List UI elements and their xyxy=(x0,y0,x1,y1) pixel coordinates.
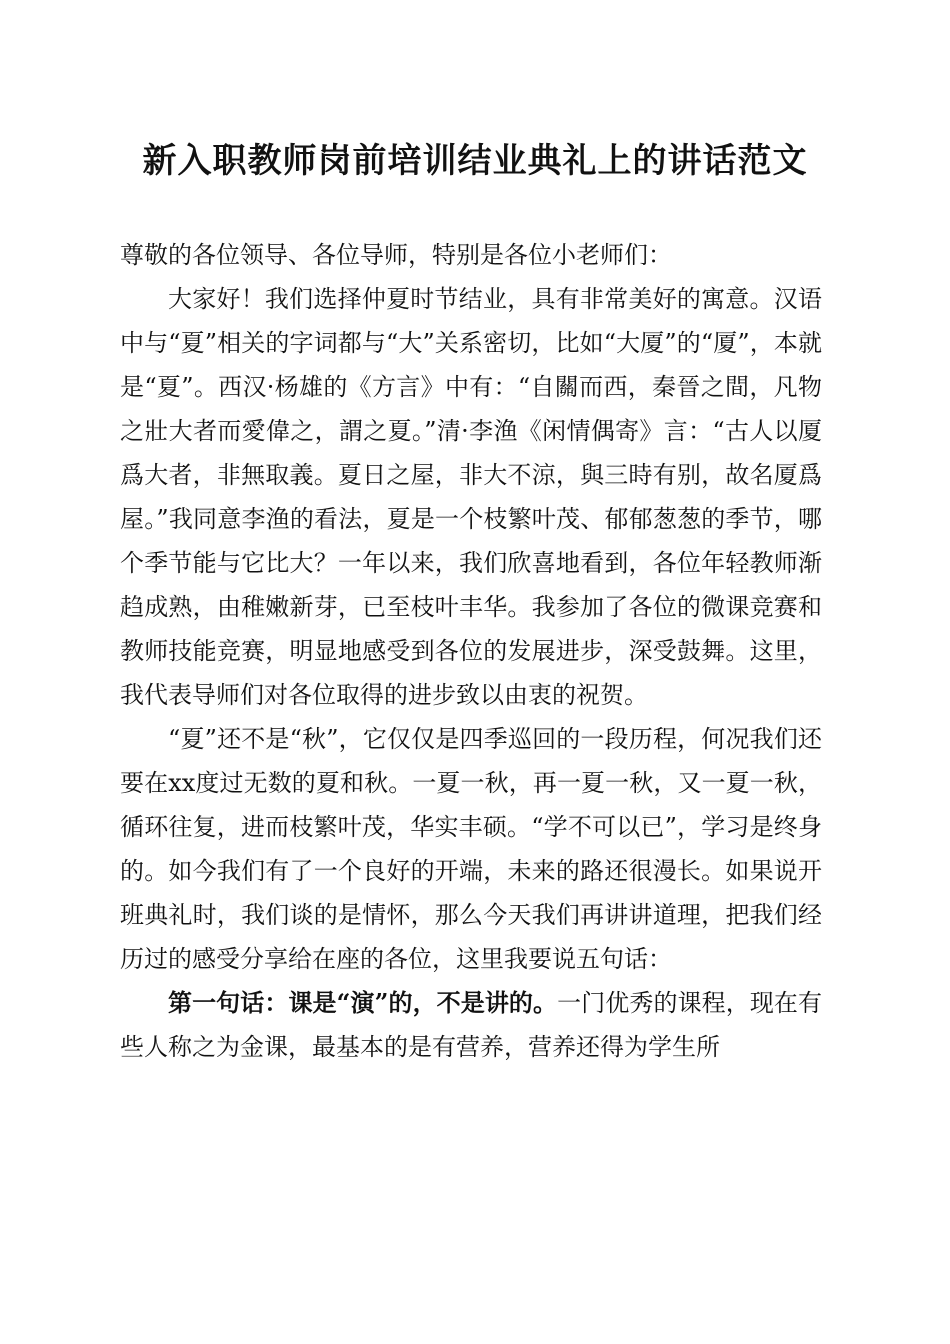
paragraph-1: 大家好！我们选择仲夏时节结业，具有非常美好的寓意。汉语中与“夏”相关的字词都与“大”关系密切，比如“大厦”的“厦”，本就是“夏”。西汉·杨雄的《方言》中有：“自關而西，秦晉之間，凡物之壯大者而愛偉之，謂之夏。”清·李渔《闲情偶寄》言：“古人以厦爲大者，非無取義。夏日之屋，非大不涼，與三時有别，故名厦爲屋。”我同意李渔的看法，夏是一个枝繁叶茂、郁郁葱葱的季节，哪个季节能与它比大？一年以来，我们欣喜地看到，各位年轻教师渐趋成熟，由稚嫩新芽，已至枝叶丰华。我参加了各位的微课竞赛和教师技能竞赛，明显地感受到各位的发展进步，深受鼓舞。这里，我代表导师们对各位取得的进步致以由衷的祝贺。 xyxy=(120,285,822,709)
salutation: 尊敬的各位领导、各位导师，特别是各位小老师们： xyxy=(120,241,672,269)
paragraph-2: “夏”还不是“秋”，它仅仅是四季巡回的一段历程，何况我们还要在xx度过无数的夏和秋。一夏一秋，再一夏一秋，又一夏一秋，循环往复，进而枝繁叶茂，华实丰硕。“学不可以已”，学习是终身的。如今我们有了一个良好的开端，未来的路还很漫长。如果说开班典礼时，我们谈的是情怀，那么今天我们再讲讲道理，把我们经历过的感受分享给在座的各位，这里我要说五句话： xyxy=(120,725,822,973)
paragraph-3-lead: 第一句话：课是“演”的，不是讲的。 xyxy=(168,988,558,1017)
document-title: 新入职教师岗前培训结业典礼上的讲话范文 xyxy=(142,141,808,181)
paragraph-3-rest: 一门优秀的课程，现在有些人称之为金课，最基本的是有营养，营养还得为学生所 xyxy=(120,989,823,1061)
document-body xyxy=(120,233,822,1069)
paragraph-3 xyxy=(120,981,822,1069)
